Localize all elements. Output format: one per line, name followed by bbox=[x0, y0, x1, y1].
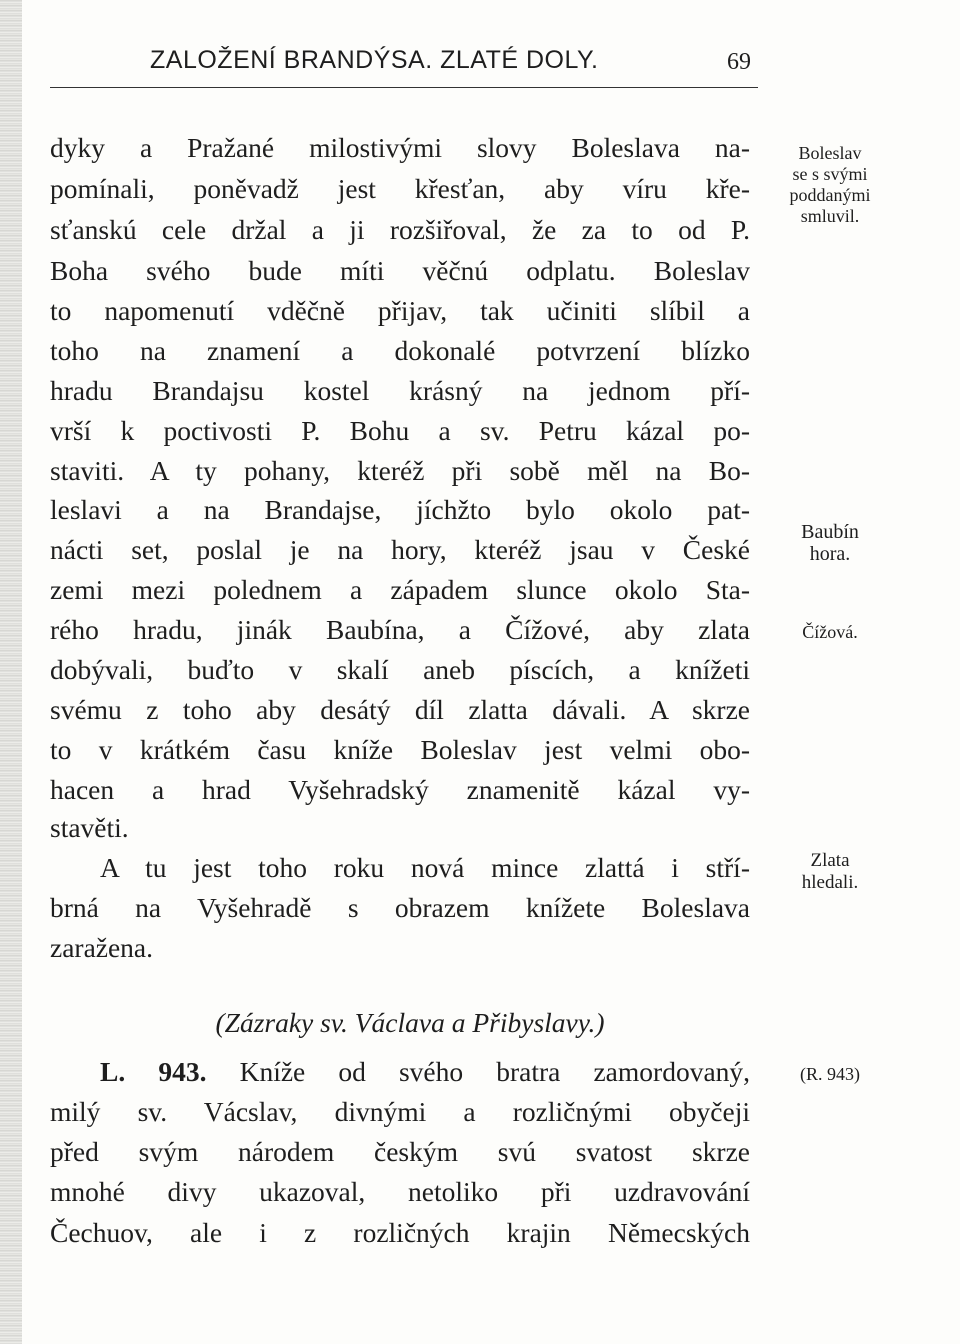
text-line: vrší k poctivosti P. Bohu a sv. Petru kázal po- bbox=[50, 415, 750, 446]
text-line: svému z toho aby desátý díl zlatta dávali. A skrze bbox=[50, 694, 750, 725]
text-line: hacen a hrad Vyšehradský znamenitě kázal vy- bbox=[50, 774, 750, 805]
margin-note-line: Boleslav bbox=[798, 143, 862, 163]
section-first-line bbox=[100, 1052, 750, 1092]
text-line: dyky a Pražané milostivými slovy Boleslava na- bbox=[50, 132, 750, 163]
text-line: zaražena. bbox=[50, 932, 154, 963]
margin-note-line: smluvil. bbox=[800, 206, 860, 226]
text-line: nácti set, poslal je na hory, kteréž jsau v České bbox=[50, 534, 750, 565]
text-line: mnohé divy ukazoval, netoliko při uzdravování bbox=[50, 1176, 750, 1207]
text-line: staviti. A ty pohany, kteréž při sobě měl na Bo- bbox=[50, 455, 750, 486]
text-line: toho na znamení a dokonalé potvrzení blízko bbox=[50, 335, 750, 366]
text-line: leslavi a na Brandajse, jíchžto bylo okolo pat- bbox=[50, 494, 750, 525]
margin-note-year: (R. 943) bbox=[800, 1064, 860, 1084]
header-rule bbox=[50, 87, 758, 88]
section-heading: (Zázraky sv. Václava a Přibyslavy.) bbox=[215, 1007, 605, 1038]
section-first-line-text: Kníže od svého bratra zamordovaný, bbox=[239, 1056, 751, 1087]
text-line: stavěti. bbox=[50, 812, 129, 843]
margin-note-line: hledali. bbox=[801, 872, 859, 893]
page-edge-shadow bbox=[0, 0, 22, 1344]
margin-note-line: Zlata bbox=[810, 850, 850, 871]
text-line: pomínali, poněvadž jest křesťan, aby víru kře- bbox=[50, 173, 750, 204]
margin-note-zlata bbox=[770, 850, 890, 894]
text-line: Boha svého bude míti věčnú odplatu. Boleslav bbox=[50, 255, 750, 286]
text-line: zemi mezi polednem a západem slunce okolo Sta- bbox=[50, 574, 750, 605]
margin-note-baubin bbox=[770, 521, 890, 565]
margin-note-line: Baubín bbox=[801, 521, 859, 543]
text-line: před svým národem českým svú svatost skrze bbox=[50, 1136, 750, 1167]
text-line: milý sv. Vácslav, divnými a rozličnými obyčeji bbox=[50, 1096, 750, 1127]
running-header-title: ZALOŽENÍ BRANDÝSA. ZLATÉ DOLY. bbox=[150, 46, 599, 74]
text-line: to napomenutí vděčně přijav, tak učiniti slíbil a bbox=[50, 295, 750, 326]
margin-note-line: poddanými bbox=[789, 185, 871, 205]
margin-note-line: hora. bbox=[809, 543, 851, 565]
margin-note-line: se s svými bbox=[792, 164, 868, 184]
text-line: hradu Brandajsu kostel krásný na jednom pří- bbox=[50, 375, 750, 406]
page-number: 69 bbox=[727, 49, 751, 75]
text-line: sťanskú cele držal a ji rozšiřoval, že za to od P. bbox=[50, 214, 750, 245]
text-line: brná na Vyšehradě s obrazem knížete Boleslava bbox=[50, 892, 750, 923]
text-line: A tu jest toho roku nová mince zlattá i stří- bbox=[100, 852, 750, 883]
margin-note-cizova: Čížová. bbox=[802, 622, 858, 642]
margin-note-boleslav bbox=[770, 143, 890, 227]
year-label: L. 943. bbox=[100, 1056, 207, 1087]
text-line: to v krátkém času kníže Boleslav jest velmi obo- bbox=[50, 734, 750, 765]
text-line: dobývali, buďto v skalí aneb píscích, a knížeti bbox=[50, 654, 750, 685]
text-line: Čechuov, ale i z rozličných krajin Němecských bbox=[50, 1217, 750, 1248]
text-line: rého hradu, jinák Baubína, a Čížové, aby zlata bbox=[50, 614, 750, 645]
